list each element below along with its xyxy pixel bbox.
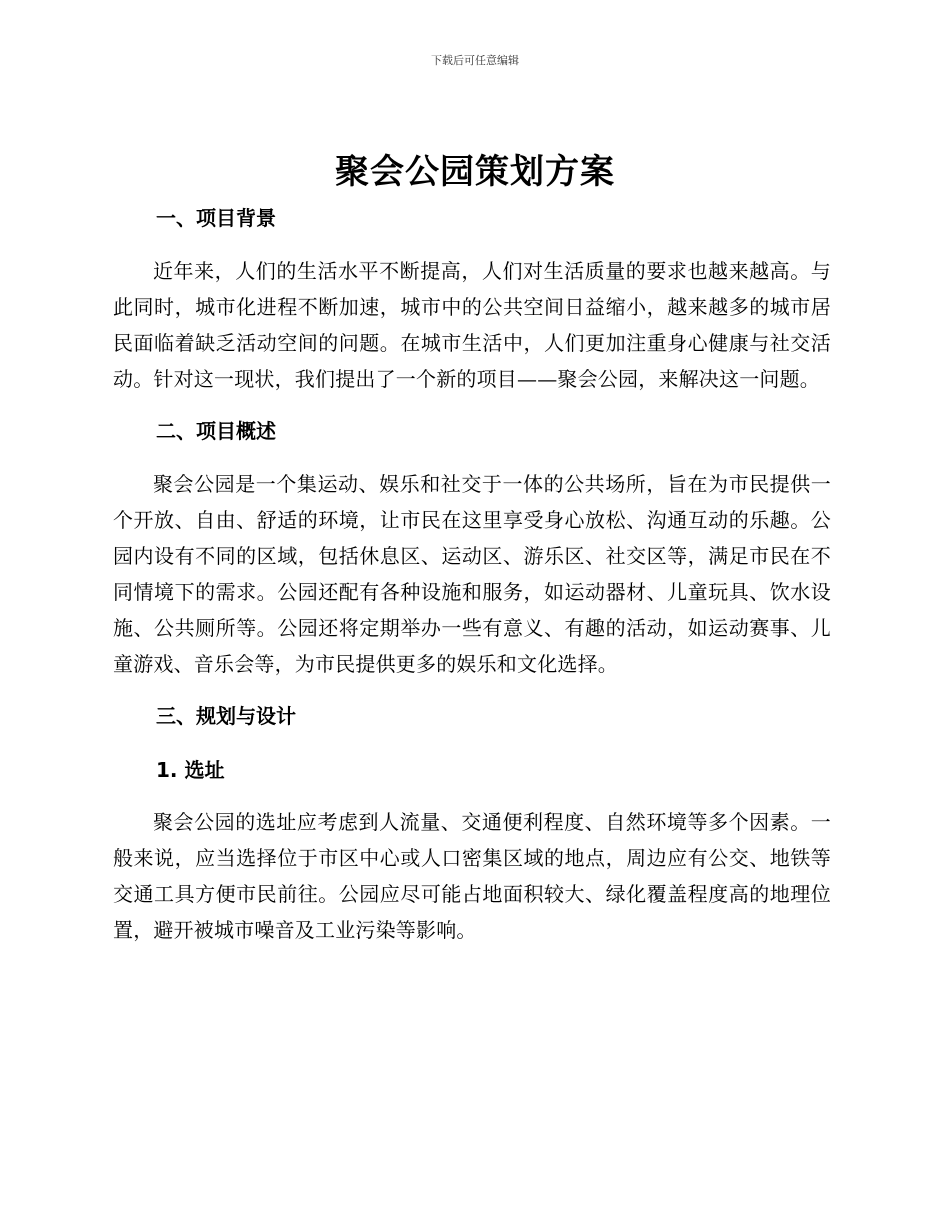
document-body [113, 198, 831, 948]
section-paragraph-background: 近年来，人们的生活水平不断提高，人们对生活质量的要求也越来越高。与此同时，城市化进程不断加速，城市中的公共空间日益缩小，越来越多的城市居民面临着缺乏活动空间的问题。在城市生活中，人们更加注重身心健康与社交活动。针对这一现状，我们提出了一个新的项目——聚会公园，来解决这一问题。 [113, 259, 831, 391]
page-header-note: 下载后可任意编辑 [431, 54, 519, 67]
subsection-heading-site: 1. 选址 [156, 758, 225, 782]
document-title: 聚会公园策划方案 [335, 152, 615, 192]
subsection-paragraph-site: 聚会公园的选址应考虑到人流量、交通便利程度、自然环境等多个因素。一般来说，应当选择位于市区中心或人口密集区域的地点，周边应有公交、地铁等交通工具方便市民前往。公园应尽可能占地面积较大、绿化覆盖程度高的地理位置，避开被城市噪音及工业污染等影响。 [113, 810, 831, 942]
section-heading-overview: 二、项目概述 [156, 419, 276, 443]
section-heading-planning: 三、规划与设计 [156, 704, 296, 728]
section-heading-background: 一、项目背景 [156, 206, 276, 230]
section-paragraph-overview: 聚会公园是一个集运动、娱乐和社交于一体的公共场所，旨在为市民提供一个开放、自由、舒适的环境，让市民在这里享受身心放松、沟通互动的乐趣。公园内设有不同的区域，包括休息区、运动区、游乐区、社交区等，满足市民在不同情境下的需求。公园还配有各种设施和服务，如运动器材、儿童玩具、饮水设施、公共厕所等。公园还将定期举办一些有意义、有趣的活动，如运动赛事、儿童游戏、音乐会等，为市民提供更多的娱乐和文化选择。 [113, 472, 831, 676]
